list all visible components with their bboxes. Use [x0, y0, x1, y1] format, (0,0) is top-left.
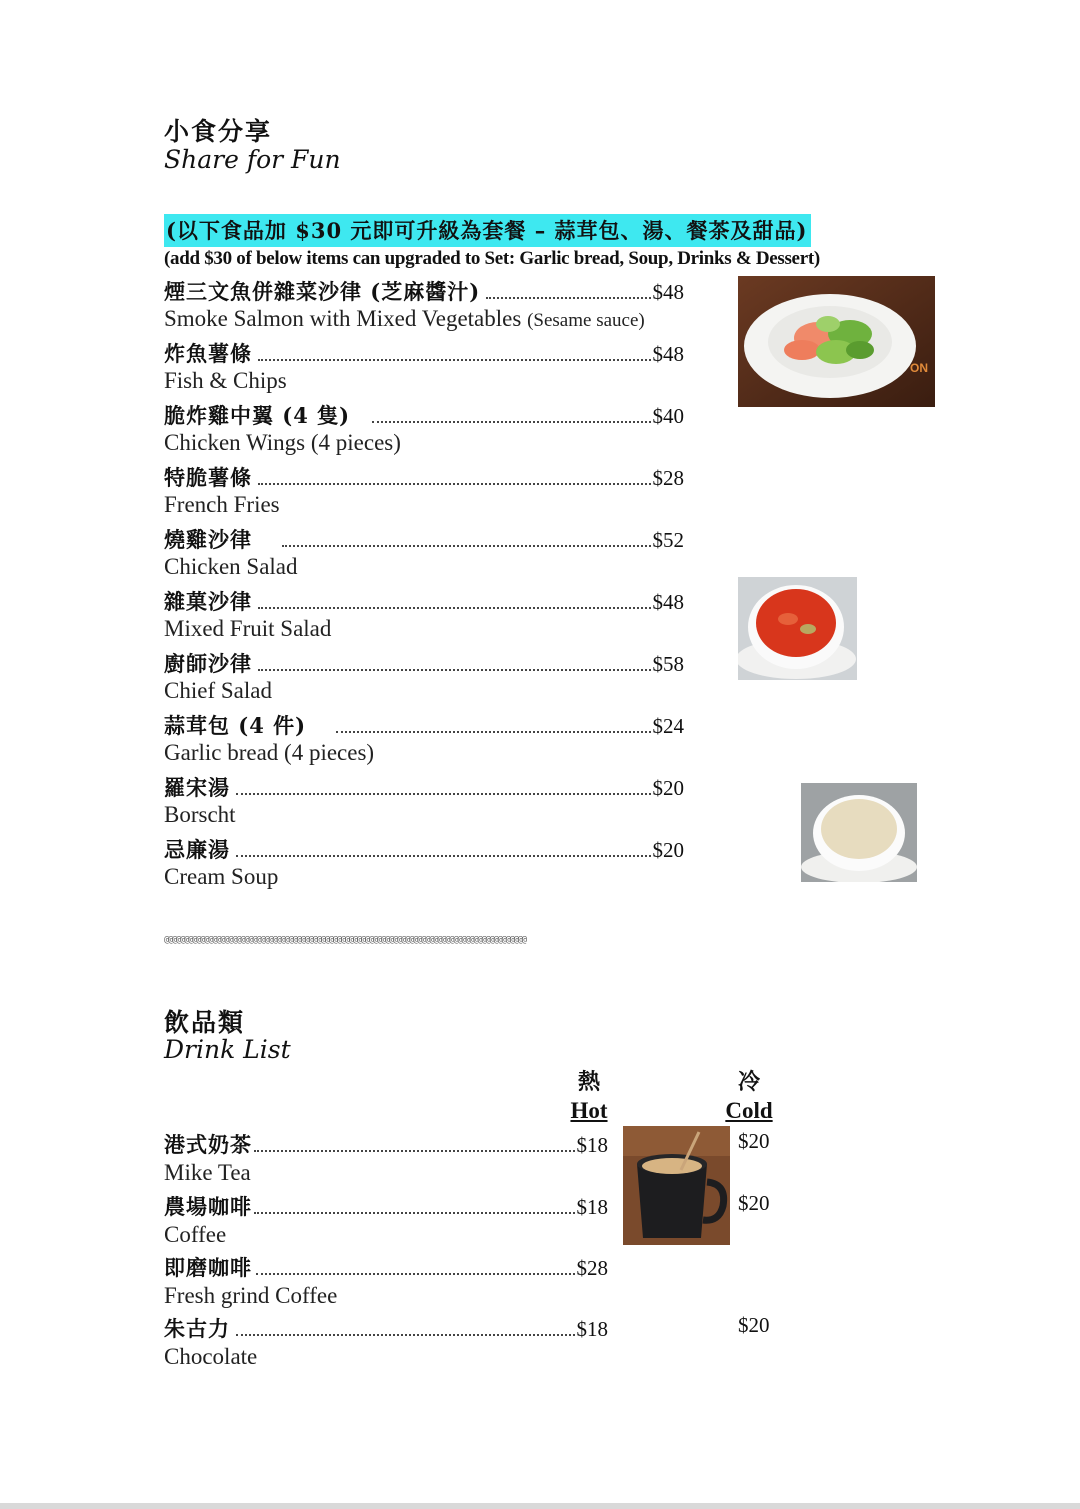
dot-leader — [282, 544, 651, 547]
dot-leader — [336, 730, 650, 733]
dot-leader — [372, 420, 650, 423]
item-name-zh: 炸魚薯條 — [164, 341, 252, 366]
set-upgrade-note: (add $30 of below items can upgraded to Set: Garlic bread, Soup, Drinks & Dessert) — [164, 248, 820, 269]
item-name-zh: 雜菓沙律 — [164, 589, 252, 614]
dot-leader — [258, 668, 651, 671]
item-price: $48 — [652, 280, 684, 304]
dot-leader — [254, 1211, 575, 1214]
item-name-en: Chicken Salad — [164, 554, 298, 579]
item-name-en: Garlic bread (4 pieces) — [164, 740, 375, 765]
item-price: $20 — [652, 838, 684, 862]
cream-soup-photo — [801, 783, 917, 882]
item-name-zh: 煙三文魚併雜菜沙律 (芝麻醬汁) — [164, 279, 481, 304]
menu-item-row — [164, 462, 684, 490]
item-name-en: Borscht — [164, 802, 236, 827]
hot-price: $18 — [576, 1195, 608, 1219]
item-price: $20 — [652, 776, 684, 800]
cold-label-en: Cold — [725, 1098, 773, 1123]
item-name-zh: 脆炸雞中翼 (4 隻) — [164, 403, 351, 428]
item-price: $40 — [652, 404, 684, 428]
drink-row — [164, 1191, 608, 1219]
item-price: $28 — [652, 466, 684, 490]
drink-row — [164, 1129, 608, 1157]
drink-name-zh: 農場咖啡 — [164, 1194, 252, 1219]
item-note: (Sesame sauce) — [527, 310, 645, 331]
dot-leader — [254, 1149, 575, 1152]
dot-leader — [258, 482, 651, 485]
hot-label-en: Hot — [570, 1098, 608, 1123]
drink-row — [164, 1313, 608, 1341]
item-name-en: Smoke Salmon with Mixed Vegetables (Sesame sauce) — [164, 306, 645, 331]
menu-item-row — [164, 338, 684, 366]
cold-price: $20 — [738, 1313, 770, 1337]
drink-name-zh: 朱古力 — [164, 1316, 230, 1341]
menu-item-row — [164, 400, 684, 428]
drink-row — [164, 1252, 608, 1280]
item-name-en: Mixed Fruit Salad — [164, 616, 332, 641]
hot-label-zh: 熱 — [577, 1069, 600, 1095]
dot-leader — [236, 1333, 575, 1336]
item-name-en: Fish & Chips — [164, 368, 287, 393]
item-name-zh: 忌廉湯 — [164, 837, 230, 862]
item-name-zh: 廚師沙律 — [164, 651, 252, 676]
cold-column-header — [718, 1068, 780, 1126]
hot-price: $18 — [576, 1317, 608, 1341]
item-name-en: Cream Soup — [164, 864, 279, 889]
tomato-soup-photo — [738, 577, 857, 680]
salad-photo — [738, 276, 935, 407]
drinks-title-zh: 飲品類 — [164, 1008, 246, 1037]
milk-tea-photo — [623, 1126, 730, 1245]
item-name-zh: 燒雞沙律 — [164, 527, 252, 552]
item-name-zh: 蒜茸包 (4 件) — [164, 713, 307, 738]
dot-leader — [258, 606, 651, 609]
drink-name-en: Fresh grind Coffee — [164, 1283, 338, 1308]
svg-text:ON: ON — [910, 361, 928, 375]
cold-label-zh: 冷 — [737, 1069, 760, 1095]
menu-item-row — [164, 834, 684, 862]
menu-item-row — [164, 710, 684, 738]
item-price: $48 — [652, 590, 684, 614]
section-divider: @@@@@@@@@@@@@@@@@@@@@@@@@@@@@@@@@@@@@@@@@@@@@@@@@@@@@@@@@@@@@@@@@@@@@@@@@@@@@@@@@@@@@@@@@@ — [164, 935, 526, 945]
hot-column-header — [560, 1068, 618, 1126]
hot-price: $18 — [576, 1133, 608, 1157]
dot-leader — [256, 1272, 575, 1275]
drink-name-en: Chocolate — [164, 1344, 258, 1369]
page-bottom-edge — [0, 1503, 1080, 1509]
section-title-zh: 小食分享 — [164, 117, 273, 146]
cold-price: $20 — [738, 1129, 770, 1153]
cold-price: $20 — [738, 1191, 770, 1215]
item-name-zh: 特脆薯條 — [164, 465, 252, 490]
menu-item-row — [164, 648, 684, 676]
dot-leader — [486, 296, 650, 299]
drinks-title-en: Drink List — [164, 1035, 291, 1064]
item-name-en: Chief Salad — [164, 678, 272, 703]
item-name-en: Chicken Wings (4 pieces) — [164, 430, 401, 455]
item-price: $58 — [652, 652, 684, 676]
menu-item-row — [164, 276, 684, 304]
section-title-en: Share for Fun — [164, 145, 341, 174]
item-price: $52 — [652, 528, 684, 552]
menu-item-row — [164, 772, 684, 800]
hot-price: $28 — [576, 1256, 608, 1280]
drink-name-zh: 港式奶茶 — [164, 1132, 252, 1157]
menu-item-row — [164, 586, 684, 614]
item-price: $48 — [652, 342, 684, 366]
item-name-zh: 羅宋湯 — [164, 775, 230, 800]
dot-leader — [236, 854, 651, 857]
menu-item-row — [164, 524, 684, 552]
set-upgrade-banner: (以下食品加 $30 元即可升級為套餐 – 蒜茸包、湯、餐茶及甜品) — [164, 214, 811, 247]
item-price: $24 — [652, 714, 684, 738]
drink-name-en: Coffee — [164, 1222, 227, 1247]
dot-leader — [236, 792, 651, 795]
drink-name-zh: 即磨咖啡 — [164, 1255, 252, 1280]
dot-leader — [258, 358, 651, 361]
drink-name-en: Mike Tea — [164, 1160, 251, 1185]
item-name-en: French Fries — [164, 492, 280, 517]
